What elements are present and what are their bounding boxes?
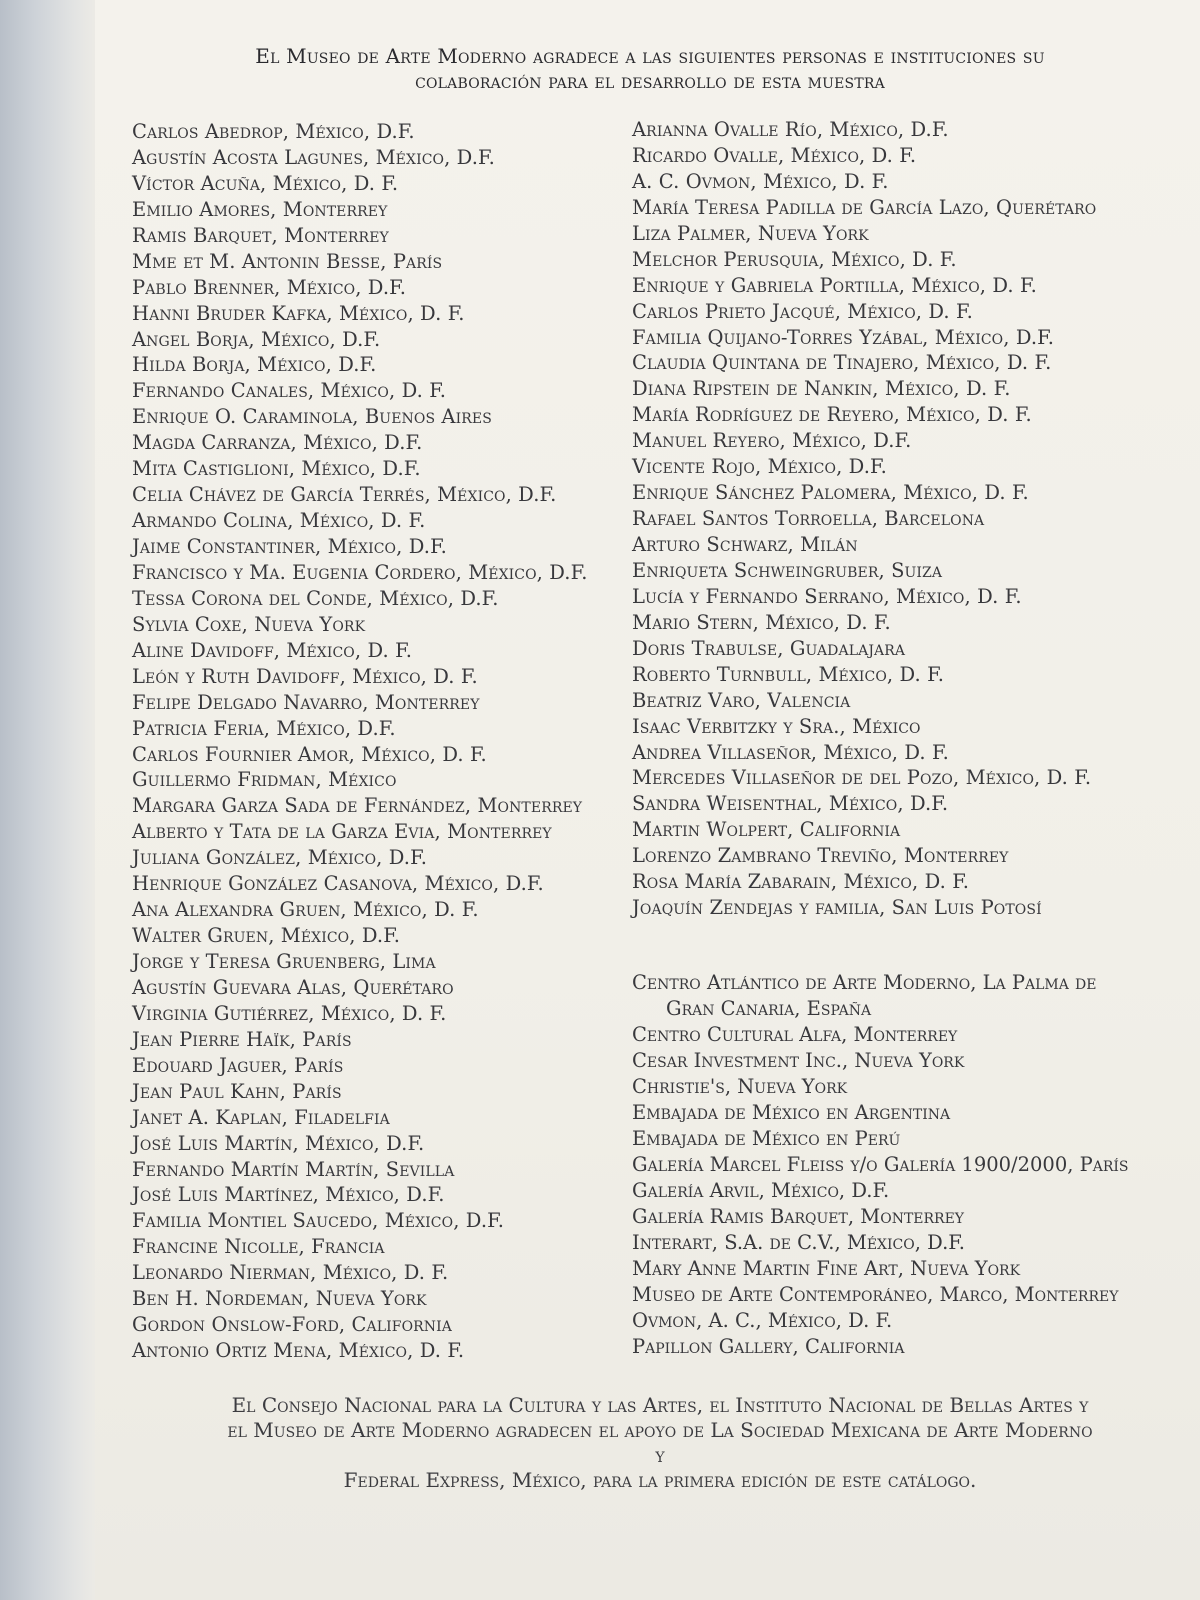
list-item: Edouard Jaguer, París — [132, 1053, 344, 1077]
list-item: Alberto y Tata de la Garza Evia, Monterrey — [132, 820, 552, 844]
list-item: Emilio Amores, Monterrey — [132, 197, 388, 221]
list-item: Pablo Brenner, México, D.F. — [132, 275, 407, 299]
list-item: José Luis Martínez, México, D.F. — [132, 1183, 445, 1207]
list-item: Mercedes Villaseñor de del Pozo, México, D. F. — [632, 766, 1092, 790]
list-item: Virginia Gutiérrez, México, D. F. — [132, 1001, 447, 1025]
list-item: Rosa María Zabarain, México, D. F. — [632, 870, 970, 894]
list-item: Papillon Gallery, California — [632, 1335, 905, 1358]
list-item: Armando Colina, México, D. F. — [132, 509, 426, 533]
list-item: Guillermo Fridman, México — [132, 768, 397, 792]
list-item: Diana Ripstein de Nankin, México, D. F. — [632, 377, 1011, 401]
footer-acknowledgement — [220, 1393, 1100, 1493]
persons-list-left — [132, 119, 612, 1364]
page-gutter-shadow — [0, 0, 100, 1600]
list-item: Hilda Borja, México, D.F. — [132, 353, 377, 377]
list-item: Margara Garza Sada de Fernández, Monterrey — [132, 794, 583, 818]
list-item: Manuel Reyero, México, D.F. — [632, 429, 912, 453]
list-item: León y Ruth Davidoff, México, D. F. — [132, 664, 478, 688]
list-item: Ramis Barquet, Monterrey — [132, 223, 389, 247]
list-item: Embajada de México en Perú — [632, 1127, 901, 1150]
list-item: Galería Marcel Fleiss y/o Galería 1900/2000, París — [632, 1153, 1129, 1176]
persons-list-right — [632, 117, 1152, 921]
list-item: A. C. Ovmon, México, D. F. — [632, 169, 889, 193]
list-item: Jean Pierre Haïk, París — [132, 1027, 352, 1051]
list-item: Aline Davidoff, México, D. F. — [132, 638, 412, 662]
list-item: Galería Arvil, México, D.F. — [632, 1179, 890, 1202]
list-item: Beatriz Varo, Valencia — [632, 688, 851, 712]
list-item: Familia Quijano-Torres Yzábal, México, D.F. — [632, 325, 1055, 349]
list-item: Lorenzo Zambrano Treviño, Monterrey — [632, 844, 1009, 868]
list-item: Patricia Feria, México, D.F. — [132, 716, 396, 740]
list-item: Agustín Acosta Lagunes, México, D.F. — [132, 145, 495, 169]
list-item: Isaac Verbitzky y Sra., México — [632, 714, 921, 738]
list-item: Galería Ramis Barquet, Monterrey — [632, 1205, 965, 1228]
list-item: José Luis Martín, México, D.F. — [132, 1131, 425, 1155]
heading-line-1: El Museo de Arte Moderno agradece a las siguientes personas e instituciones su — [255, 44, 1045, 68]
list-item: Sylvia Coxe, Nueva York — [132, 612, 366, 636]
list-item: Mita Castiglioni, México, D.F. — [132, 457, 421, 481]
list-item: Juliana González, México, D.F. — [132, 846, 427, 870]
list-item: Mario Stern, México, D. F. — [632, 610, 891, 634]
list-item: Francine Nicolle, Francia — [132, 1235, 385, 1259]
list-item: Angel Borja, México, D.F. — [132, 327, 381, 351]
list-item: Familia Montiel Saucedo, México, D.F. — [132, 1209, 505, 1233]
list-item: Arianna Ovalle Río, México, D.F. — [632, 118, 949, 141]
list-item: Jaime Constantiner, México, D.F. — [132, 535, 447, 558]
list-item: Embajada de México en Argentina — [632, 1101, 951, 1124]
list-item: Carlos Fournier Amor, México, D. F. — [132, 742, 487, 766]
list-item: Cesar Investment Inc., Nueva York — [632, 1049, 965, 1072]
acknowledgement-heading — [250, 44, 1050, 94]
list-item: Andrea Villaseñor, México, D. F. — [632, 740, 949, 764]
list-item: Melchor Perusquia, México, D. F. — [632, 247, 957, 271]
list-item: Doris Trabulse, Guadalajara — [632, 636, 906, 660]
heading-line-2: colaboración para el desarrollo de esta muestra — [415, 69, 885, 93]
list-item: Enrique y Gabriela Portilla, México, D. F. — [632, 273, 1037, 297]
list-item: Henrique González Casanova, México, D.F. — [132, 872, 544, 896]
list-item: Claudia Quintana de Tinajero, México, D. F. — [632, 351, 1052, 375]
footer-line-3: Federal Express, México, para la primera edición de este catálogo. — [343, 1468, 977, 1492]
list-item: Felipe Delgado Navarro, Monterrey — [132, 690, 480, 714]
list-item: Lucía y Fernando Serrano, México, D. F. — [632, 584, 1022, 608]
list-item: Víctor Acuña, México, D. F. — [132, 171, 399, 195]
list-item: Centro Atlántico de Arte Moderno, La Palma de — [632, 971, 1097, 994]
list-item: Mme et M. Antonin Besse, París — [132, 249, 443, 273]
list-item: Enrique O. Caraminola, Buenos Aires — [132, 405, 492, 429]
list-item: Leonardo Nierman, México, D. F. — [132, 1261, 449, 1285]
list-item: Carlos Prieto Jacqué, México, D. F. — [632, 299, 973, 323]
institutions-list — [632, 970, 1152, 1360]
list-item: Mary Anne Martin Fine Art, Nueva York — [632, 1257, 1021, 1280]
list-item: Carlos Abedrop, México, D.F. — [132, 120, 415, 143]
list-item: Ovmon, A. C., México, D. F. — [632, 1309, 893, 1332]
footer-line-1: El Consejo Nacional para la Cultura y las Artes, el Instituto Nacional de Bellas Artes y — [231, 1393, 1089, 1417]
list-item: Gordon Onslow-Ford, California — [132, 1313, 452, 1337]
list-item: Agustín Guevara Alas, Querétaro — [132, 975, 454, 999]
list-item: María Teresa Padilla de García Lazo, Querétaro — [632, 195, 1097, 219]
list-item: Roberto Turnbull, México, D. F. — [632, 662, 945, 686]
list-item: Museo de Arte Contemporáneo, Marco, Monterrey — [632, 1283, 1119, 1306]
list-item: Ana Alexandra Gruen, México, D. F. — [132, 898, 479, 922]
list-item: Sandra Weisenthal, México, D.F. — [632, 792, 949, 816]
list-item: Liza Palmer, Nueva York — [632, 221, 869, 245]
list-item: Interart, S.A. de C.V., México, D.F. — [632, 1231, 965, 1254]
list-item: Magda Carranza, México, D.F. — [132, 431, 423, 455]
list-item-continuation: Gran Canaria, España — [666, 997, 872, 1020]
list-item: Jorge y Teresa Gruenberg, Lima — [132, 950, 436, 973]
list-item: Martin Wolpert, California — [632, 818, 901, 842]
list-item: María Rodríguez de Reyero, México, D. F. — [632, 403, 1032, 427]
list-item: Enrique Sánchez Palomera, México, D. F. — [632, 481, 1029, 505]
list-item: Centro Cultural Alfa, Monterrey — [632, 1023, 958, 1046]
list-item: Janet A. Kaplan, Filadelfia — [132, 1105, 390, 1129]
list-item: Tessa Corona del Conde, México, D.F. — [132, 586, 499, 610]
list-item: Francisco y Ma. Eugenia Cordero, México, D.F. — [132, 560, 588, 584]
list-item: Fernando Canales, México, D. F. — [132, 379, 447, 403]
list-item: Ricardo Ovalle, México, D. F. — [632, 143, 917, 167]
list-item: Celia Chávez de García Terrés, México, D.F. — [132, 483, 557, 507]
list-item: Ben H. Nordeman, Nueva York — [132, 1287, 427, 1311]
list-item: Jean Paul Kahn, París — [132, 1079, 342, 1103]
list-item: Rafael Santos Torroella, Barcelona — [632, 507, 985, 531]
list-item: Vicente Rojo, México, D.F. — [632, 455, 887, 479]
list-item: Christie's, Nueva York — [632, 1075, 848, 1098]
list-item: Arturo Schwarz, Milán — [632, 533, 858, 556]
list-item: Joaquín Zendejas y familia, San Luis Potosí — [632, 896, 1042, 920]
footer-line-2: el Museo de Arte Moderno agradecen el apoyo de La Sociedad Mexicana de Arte Moderno y — [227, 1418, 1093, 1467]
list-item: Walter Gruen, México, D.F. — [132, 924, 401, 948]
list-item: Hanni Bruder Kafka, México, D. F. — [132, 301, 465, 325]
list-item: Enriqueta Schweingruber, Suiza — [632, 558, 943, 582]
list-item: Antonio Ortiz Mena, México, D. F. — [132, 1339, 465, 1363]
list-item: Fernando Martín Martín, Sevilla — [132, 1157, 455, 1181]
